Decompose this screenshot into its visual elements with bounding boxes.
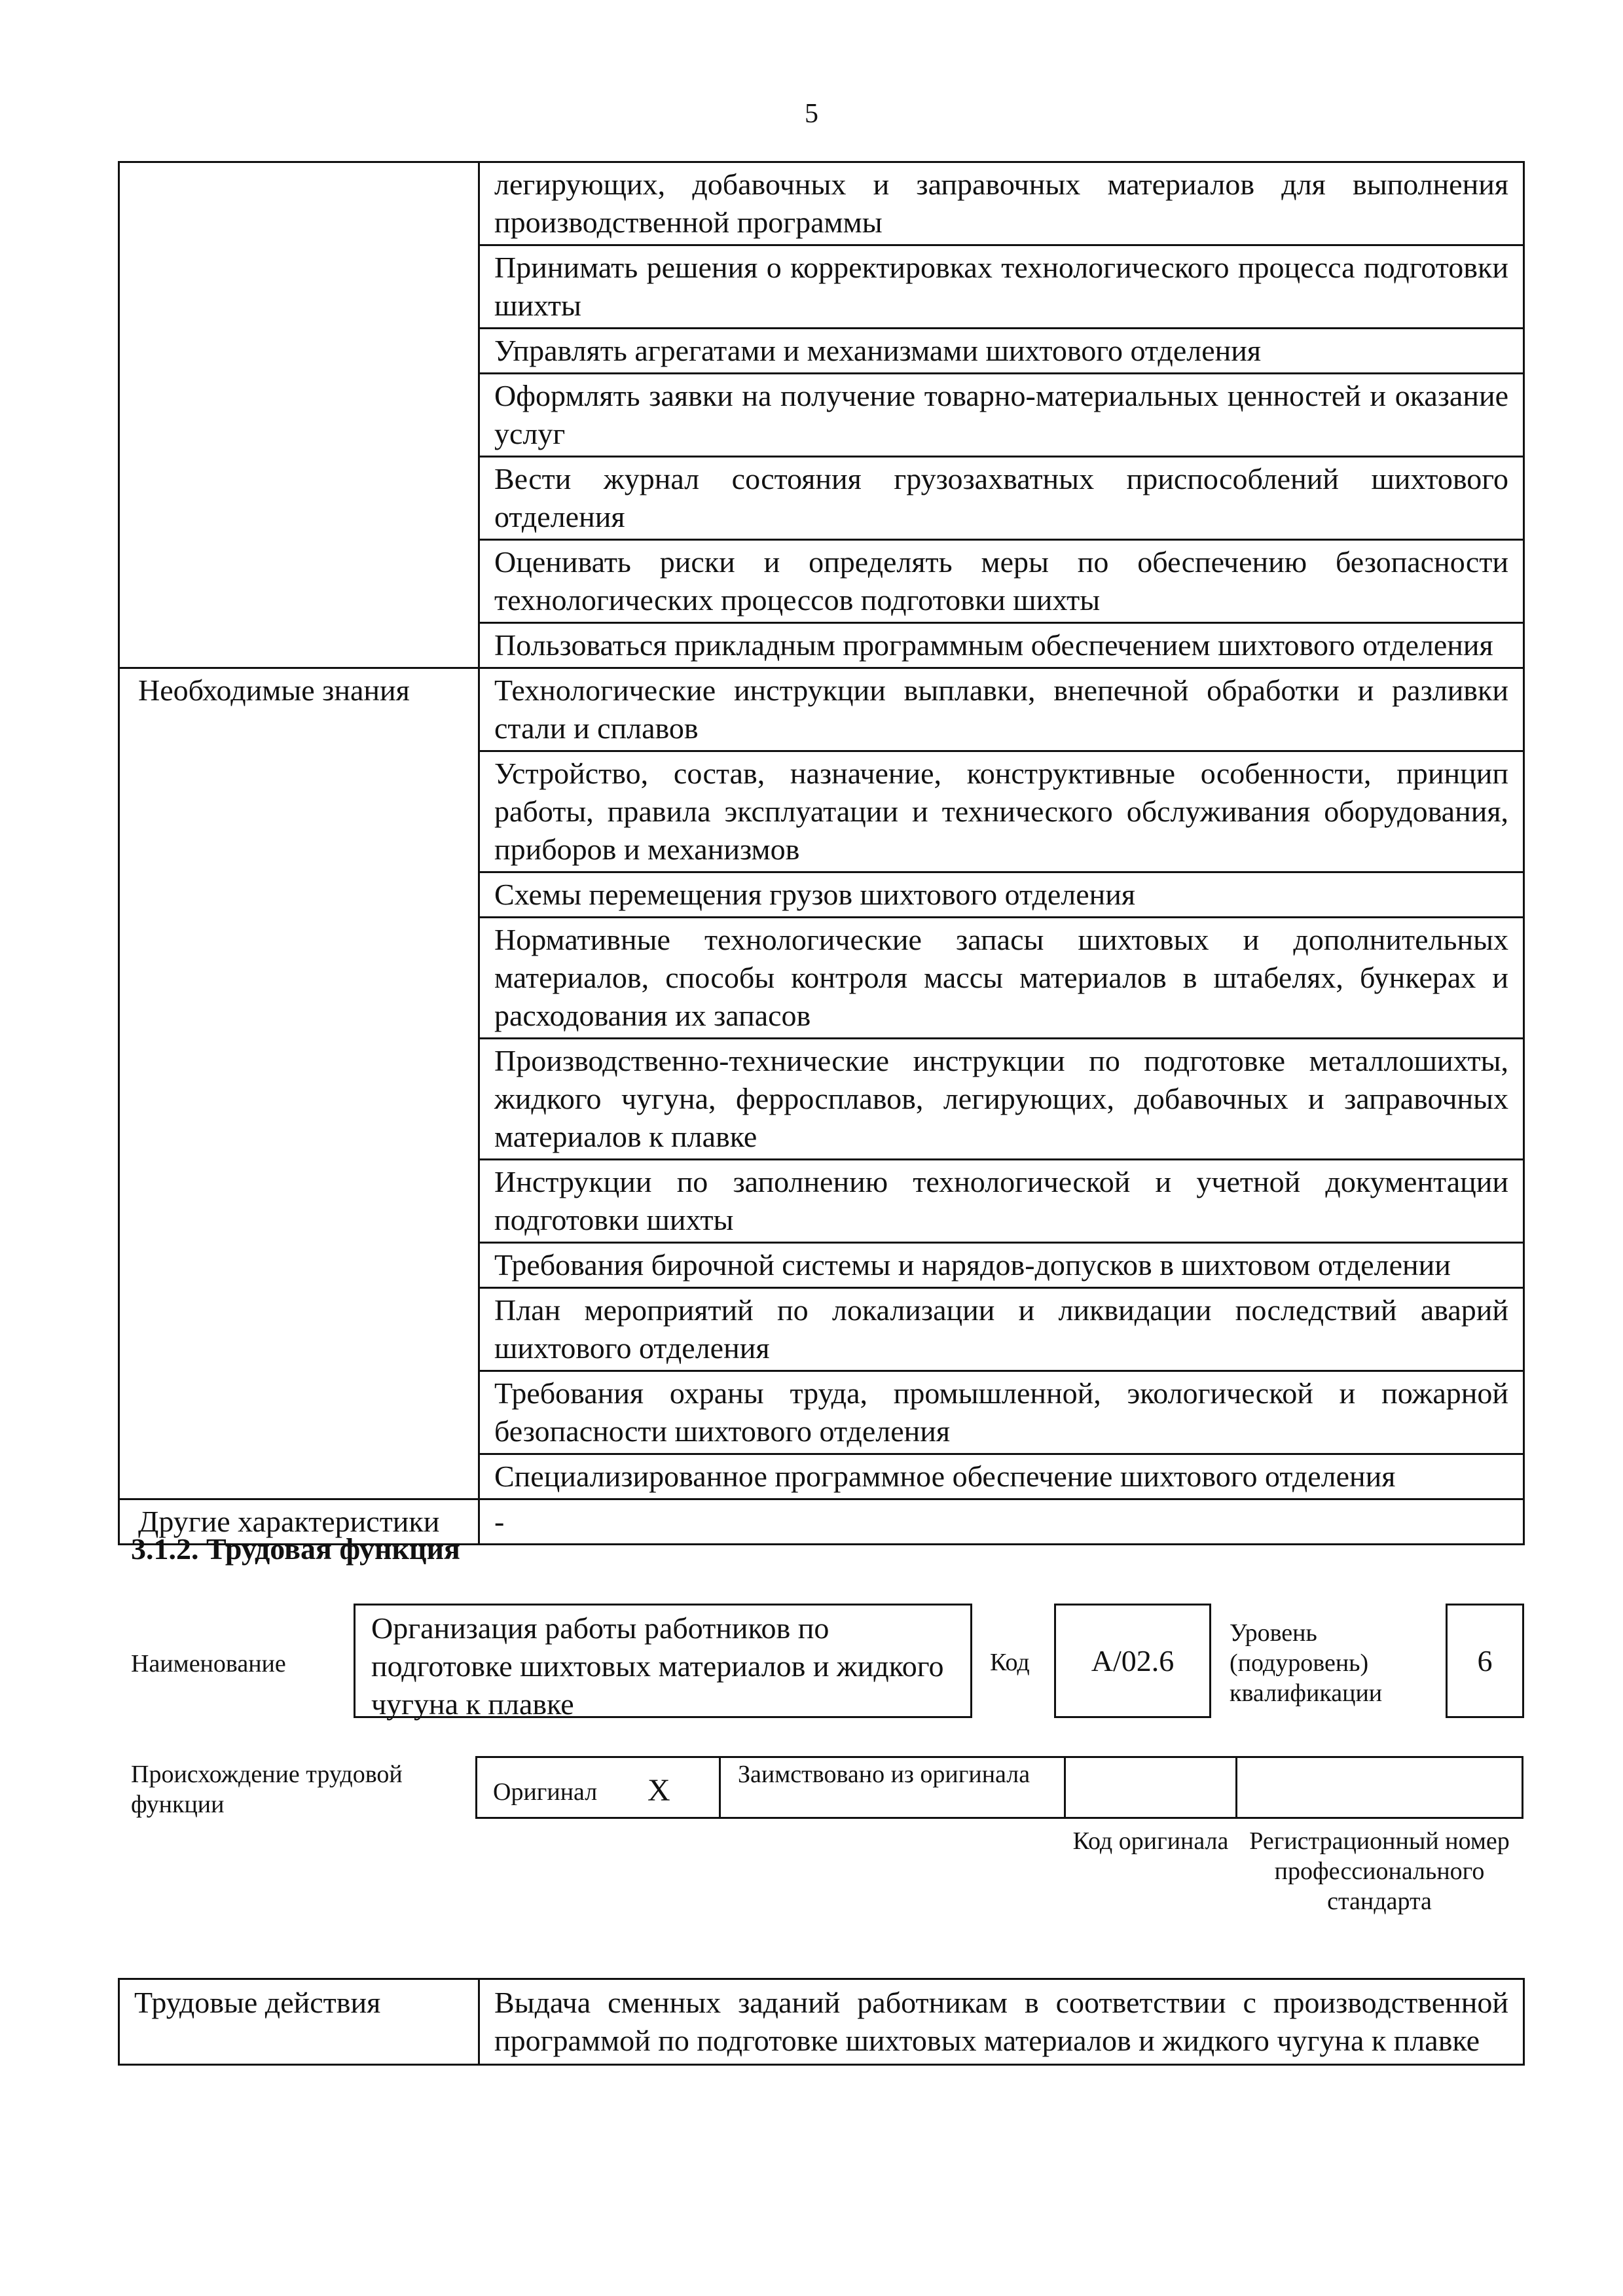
- section-heading: 3.1.2. Трудовая функция: [131, 1532, 460, 1566]
- table-row: [119, 329, 1524, 374]
- knowledge-item: Производственно-технические инструкции по подготовке металлошихты, жидкого чугуна, ферросплавов, легирующих, добавочных и заправочных материалов к плавке: [479, 1039, 1524, 1160]
- skill-item: Принимать решения о корректировках технологического процесса подготовки шихты: [479, 245, 1524, 329]
- table-row: [119, 918, 1524, 1039]
- table-row: [119, 245, 1524, 329]
- level-box: [1446, 1604, 1524, 1718]
- skill-item: легирующих, добавочных и заправочных материалов для выполнения производственной программы: [479, 162, 1524, 245]
- table-row: [119, 540, 1524, 623]
- origin-label: Происхождение трудовой функции: [131, 1761, 403, 1818]
- table-row: [119, 751, 1524, 872]
- table-row: [119, 374, 1524, 457]
- knowledge-item: Нормативные технологические запасы шихтовых и дополнительных материалов, способы контроля массы материалов в штабелях, бункерах и расходования их запасов: [479, 918, 1524, 1039]
- table-row: [119, 1039, 1524, 1160]
- knowledge-label: Необходимые знания: [119, 668, 479, 751]
- borrowed-cell: [719, 1756, 1066, 1819]
- page-number: 5: [805, 99, 818, 129]
- actions-table: [118, 1978, 1525, 2066]
- code-label: Код: [990, 1649, 1030, 1676]
- code-box: [1054, 1604, 1211, 1718]
- skill-item: Оценивать риски и определять меры по обеспечению безопасности технологических процессов подготовки шихты: [479, 540, 1524, 623]
- table-row: [119, 162, 1524, 245]
- table-row: [119, 457, 1524, 540]
- knowledge-item: Специализированное программное обеспечение шихтового отделения: [479, 1454, 1524, 1499]
- other-value: -: [479, 1499, 1524, 1545]
- requirements-table: [118, 161, 1525, 1545]
- table-row: [119, 1371, 1524, 1454]
- knowledge-item: План мероприятий по локализации и ликвидации последствий аварий шихтового отделения: [479, 1288, 1524, 1371]
- knowledge-item: Схемы перемещения грузов шихтового отделения: [479, 872, 1524, 918]
- knowledge-item: Технологические инструкции выплавки, внепечной обработки и разливки стали и сплавов: [479, 668, 1524, 751]
- table-row: [119, 872, 1524, 918]
- table-row: [119, 1454, 1524, 1499]
- knowledge-item: Инструкции по заполнению технологической и учетной документации подготовки шихты: [479, 1160, 1524, 1243]
- other-label: Другие характеристики: [119, 1499, 479, 1545]
- table-row: [119, 1288, 1524, 1371]
- table-row: [119, 668, 1524, 751]
- original-mark: X: [647, 1773, 670, 1808]
- knowledge-item: Устройство, состав, назначение, конструктивные особенности, принцип работы, правила эксплуатации и технического обслуживания оборудования, приборов и механизмов: [479, 751, 1524, 872]
- skill-item: Управлять агрегатами и механизмами шихтового отделения: [479, 329, 1524, 374]
- table-row: [119, 1243, 1524, 1288]
- skill-item: Пользоваться прикладным программным обеспечением шихтового отделения: [479, 623, 1524, 668]
- actions-label: Трудовые действия: [119, 1979, 479, 2065]
- function-name-value: Организация работы работников по подготовке шихтовых материалов и жидкого чугуна к плавке: [371, 1611, 944, 1721]
- original-code-cell: [1064, 1756, 1237, 1819]
- knowledge-item: Требования бирочной системы и нарядов-допусков в шихтовом отделении: [479, 1243, 1524, 1288]
- action-item: Выдача сменных заданий работникам в соответствии с производственной программой по подготовке шихтовых материалов и жидкого чугуна к плавке: [479, 1979, 1524, 2065]
- name-label: Наименование: [131, 1650, 286, 1677]
- knowledge-item: Требования охраны труда, промышленной, экологической и пожарной безопасности шихтового отделения: [479, 1371, 1524, 1454]
- function-name-box: [354, 1604, 972, 1721]
- original-cell: [475, 1756, 721, 1819]
- level-label: Уровень (подуровень) квалификации: [1230, 1619, 1383, 1707]
- reg-caption: Регистрационный номер профессионального стандарта: [1249, 1827, 1510, 1915]
- table-row: [119, 1979, 1524, 2065]
- table-row: [119, 623, 1524, 668]
- reg-number-cell: [1235, 1756, 1523, 1819]
- skill-item: Вести журнал состояния грузозахватных приспособлений шихтового отделения: [479, 457, 1524, 540]
- skill-item: Оформлять заявки на получение товарно-материальных ценностей и оказание услуг: [479, 374, 1524, 457]
- original-label: Оригинал: [493, 1778, 598, 1806]
- code-caption: Код оригинала: [1072, 1827, 1229, 1855]
- borrowed-label: Заимствовано из оригинала: [738, 1761, 1030, 1788]
- code-value: А/02.6: [1091, 1644, 1175, 1677]
- empty-label-cell: [119, 162, 479, 245]
- level-value: 6: [1477, 1644, 1493, 1677]
- table-row: [119, 1160, 1524, 1243]
